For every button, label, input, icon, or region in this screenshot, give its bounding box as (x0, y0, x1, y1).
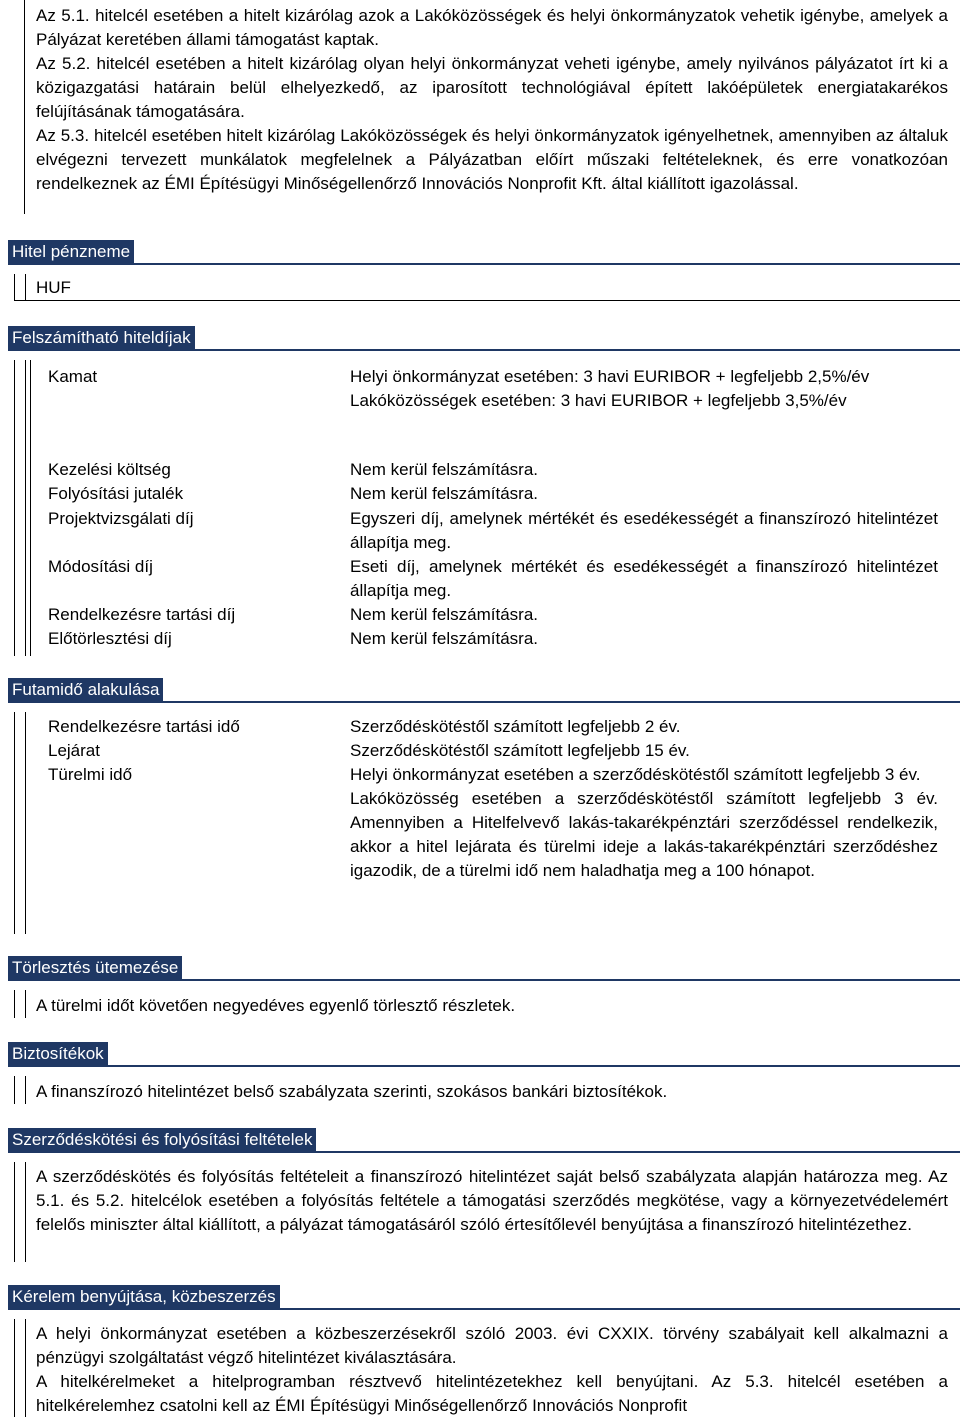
fees-heading-label: Felszámítható hiteldíjak (8, 326, 195, 350)
conditions-text: A szerződéskötés és folyósítás feltételeit a finanszírozó hitelintézet saját belső szabályzata alapján határozza meg. Az 5.1. és 5.2. hitelcélok esetében a folyósítás feltétele a támogatási szerződés megkötése, vagy a környezetvédelemért felelős miniszter által kiállított, a pályázat támogatásáról szóló értesítőlevél benyújtása a finanszírozó hitelintézethez. (36, 1167, 948, 1234)
left-rule-inner (25, 1319, 26, 1417)
fee-row-projektvizsgalati (48, 507, 938, 555)
currency-heading-label: Hitel pénzneme (8, 240, 134, 264)
term-section (0, 712, 960, 934)
left-rule (14, 1076, 15, 1104)
fee-label: Kezelési költség (48, 460, 171, 479)
fee-value: Nem kerül felszámításra. (350, 605, 538, 624)
fee-value: Egyszeri díj, amelynek mértékét és esedékességét a finanszírozó hitelintézet állapítja meg. (350, 509, 938, 552)
currency-heading (0, 238, 960, 265)
left-rule-inner-2 (30, 360, 31, 656)
term-row-turelmi (48, 763, 938, 883)
left-rule (14, 990, 15, 1018)
fee-label: Projektvizsgálati díj (48, 509, 194, 528)
application-heading-label: Kérelem benyújtása, közbeszerzés (8, 1285, 280, 1309)
intro-paragraph-5-1: Az 5.1. hitelcél esetében a hitelt kizárólag azok a Lakóközösségek és helyi önkormányzatok vehetik igénybe, amelyek a Pályázat keretében állami támogatást kaptak. (36, 6, 948, 49)
term-heading-label: Futamidő alakulása (8, 678, 163, 702)
fee-row-folyositasi (48, 482, 938, 506)
fee-row-rendelkezesre (48, 603, 938, 627)
fee-row-elotorlesztesi (48, 627, 938, 651)
fee-label: Kamat (48, 367, 98, 386)
fee-label: Rendelkezésre tartási díj (48, 605, 236, 624)
term-row-rendelkezesre (48, 715, 938, 739)
currency-section (0, 274, 960, 301)
intro-paragraph-5-2: Az 5.2. hitelcél esetében a hitelt kizárólag olyan helyi önkormányzat veheti igénybe, amely nyilvános pályázatot írt ki a közigazgatási határain belül elhelyezkedő, az iparosított technológiával épített lakóépületek energiatakarékos felújításának támogatására. (36, 54, 948, 121)
left-rule-inner (25, 1162, 26, 1262)
conditions-heading (0, 1126, 960, 1153)
application-section (0, 1319, 960, 1417)
conditions-section (0, 1162, 960, 1262)
term-heading (0, 676, 960, 703)
term-value: Szerződéskötéstől számított legfeljebb 15 év. (350, 741, 690, 760)
intro-section (0, 0, 960, 214)
intro-paragraph-5-3: Az 5.3. hitelcél esetében hitelt kizárólag Lakóközösségek és helyi önkormányzatok igényelhetnek, amennyiben az általuk elvégezni tervezett munkálatok megfelelnek a Pályázatban előírt műszaki feltételeknek, és erre vonatkozóan rendelkeznek az ÉMI Építésügyi Minőségellenőrző Innovációs Nonprofit Kft. által kiállított igazolással. (36, 126, 948, 193)
term-label: Türelmi idő (48, 765, 133, 784)
repayment-heading-label: Törlesztés ütemezése (8, 956, 182, 980)
fee-value-line: Lakóközösségek esetében: 3 havi EURIBOR + legfeljebb 3,5%/év (350, 391, 847, 410)
currency-value: HUF (36, 278, 71, 297)
application-paragraph: A hitelkérelmeket a hitelprogramban résztvevő hitelintézetekhez kell benyújtani. Az 5.3. hitelcél esetében a hitelkérelemhez csatolni kell az ÉMI Építésügyi Minőségellenőrző Innovációs Nonprofit (36, 1372, 948, 1415)
fee-label: Előtörlesztési díj (48, 629, 172, 648)
term-label: Lejárat (48, 741, 100, 760)
left-rule (14, 274, 15, 301)
term-value-line: Helyi önkormányzat esetében a szerződéskötéstől számított legfeljebb 3 év. (350, 765, 921, 784)
left-rule-inner (25, 274, 26, 301)
term-row-lejarat (48, 739, 938, 763)
fee-value-line: Helyi önkormányzat esetében: 3 havi EURIBOR + legfeljebb 2,5%/év (350, 367, 870, 386)
collateral-text: A finanszírozó hitelintézet belső szabályzata szerinti, szokásos bankári biztosítékok. (36, 1082, 668, 1101)
intro-text (36, 4, 948, 196)
fee-label: Folyósítási jutalék (48, 484, 184, 503)
fee-value: Nem kerül felszámításra. (350, 629, 538, 648)
application-heading (0, 1283, 960, 1310)
term-value: Szerződéskötéstől számított legfeljebb 2 év. (350, 717, 681, 736)
conditions-heading-label: Szerződéskötési és folyósítási feltételek (8, 1128, 316, 1152)
term-label: Rendelkezésre tartási idő (48, 717, 240, 736)
left-rule (24, 0, 25, 214)
fee-row-kamat (48, 365, 938, 413)
left-rule (14, 360, 15, 656)
left-rule (14, 1319, 15, 1417)
collateral-heading-label: Biztosítékok (8, 1042, 108, 1066)
collateral-heading (0, 1040, 960, 1067)
fee-row-modositasi (48, 555, 938, 603)
left-rule-inner (25, 712, 26, 934)
collateral-section (0, 1076, 960, 1104)
term-value (350, 763, 938, 883)
repayment-text: A türelmi időt követően negyedéves egyenlő törlesztő részletek. (36, 996, 516, 1015)
application-text (36, 1322, 948, 1418)
fee-label: Módosítási díj (48, 557, 153, 576)
bottom-rule (14, 300, 960, 301)
left-rule (14, 1162, 15, 1262)
left-rule-inner (25, 990, 26, 1018)
fee-value: Nem kerül felszámításra. (350, 460, 538, 479)
repayment-section (0, 990, 960, 1018)
fee-value: Eseti díj, amelynek mértékét és esedékességét a finanszírozó hitelintézet állapítja meg. (350, 557, 938, 600)
term-value-line: Lakóközösség esetében a szerződéskötéstől számított legfeljebb 3 év. Amennyiben a Hitelfelvevő lakás-takarékpénztári szerződéssel rendelkezik, akkor a hitel lejárata és türelmi ideje a lakás-takarékpénztári szerződéshez igazodik, de a türelmi idő nem haladhatja meg a 100 hónapot. (350, 789, 938, 880)
fees-section (0, 360, 960, 656)
left-rule-inner (25, 1076, 26, 1104)
repayment-heading (0, 954, 960, 981)
left-rule (14, 712, 15, 934)
fee-value (350, 365, 938, 413)
fee-row-kezelesi (48, 458, 938, 482)
application-paragraph: A helyi önkormányzat esetében a közbeszerzésekről szóló 2003. évi CXXIX. törvény szabályait kell alkalmazni a pénzügyi szolgáltatást végző hitelintézet kiválasztására. (36, 1324, 948, 1367)
left-rule-inner (25, 360, 26, 656)
fee-value: Nem kerül felszámításra. (350, 484, 538, 503)
fees-heading (0, 324, 960, 351)
